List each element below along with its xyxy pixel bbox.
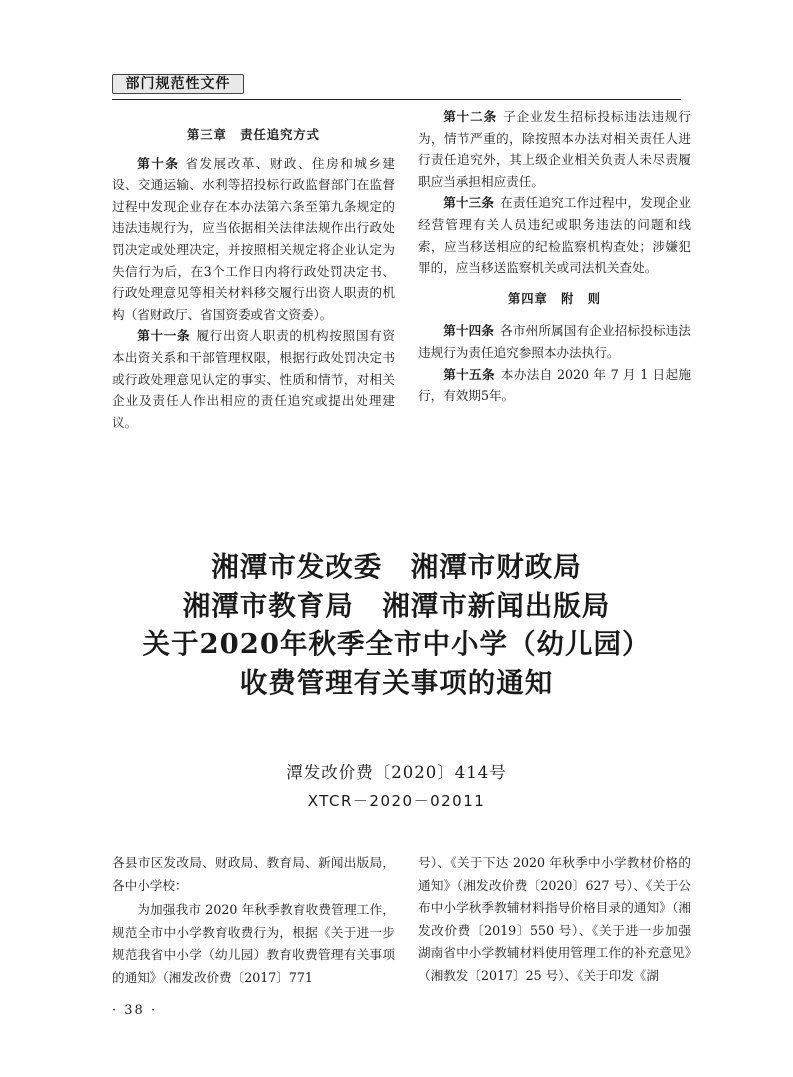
- notice-title: [60, 548, 733, 702]
- document-code: XTCR－2020－02011: [307, 792, 486, 810]
- addressee: 各县市区发改局、财政局、教育局、新闻出版局，各中小学校：: [112, 855, 395, 893]
- body-right-column: [418, 852, 691, 987]
- article-paragraph: [418, 106, 691, 192]
- body-paragraph: 为加强我市 2020 年秋季教育收费管理工作，规范全市中小学教育收费行为，根据《关于进一步规范我省中小学（幼儿园）教育收费管理有关事项的通知》（湘发改价费〔2017〕771: [112, 902, 395, 985]
- left-column: [112, 125, 395, 433]
- notice-title-line: 湘潭市发改委 湘潭市财政局: [211, 551, 582, 583]
- article-paragraph: [418, 192, 691, 278]
- article-paragraph: [418, 364, 691, 407]
- notice-title-line: 关于2020年秋季全市中小学（幼儿园）: [142, 628, 651, 660]
- chapter-title: 第三章 责任追究方式: [187, 128, 320, 142]
- article-id: 第十条: [137, 155, 180, 171]
- article-id: 第十二条: [443, 109, 498, 124]
- article-id: 第十五条: [443, 366, 495, 382]
- right-column: [418, 106, 691, 407]
- article-id: 第十一条: [137, 328, 191, 344]
- article-id: 第十四条: [443, 323, 495, 339]
- notice-title-line: 湘潭市教育局 湘潭市新闻出版局: [182, 589, 611, 622]
- chapter-title: 第四章 附 则: [507, 291, 602, 306]
- article-text: 子企业发生招标投标违法违规行为，情节严重的，除按照本办法对相关责任人进行责任追究外，其上级企业相关负责人未尽责履职应当承担相应责任。: [418, 109, 692, 189]
- body-paragraph: 号）、《关于下达 2020 年秋季中小学教材价格的通知》（湘发改价费〔2020〕627 号）、《关于公布中小学秋季教辅材料指导价格目录的通知》（湘发改价费〔2019〕550 号）、《关于进一步加强湖南省中小学教辅材料使用管理工作的补充意见》（湘教发〔2017〕25 号）、《关于印发《湖: [418, 855, 691, 983]
- article-text: 本办法自 2020 年 7 月 1 日起施行，有效期5年。: [418, 366, 691, 404]
- section-header-label: 部门规范性文件: [112, 74, 244, 94]
- page-number: · 38 ·: [112, 1003, 158, 1018]
- article-text: 各市州所属国有企业招标投标违法违规行为责任追究参照本办法执行。: [418, 323, 691, 360]
- article-paragraph: [112, 153, 395, 326]
- article-id: 第十三条: [443, 195, 495, 211]
- article-text: 在责任追究工作过程中，发现企业经营管理有关人员违纪或职务违法的问题和线索，应当移送相应的纪检监察机构查处；涉嫌犯罪的，应当移送监察机关或司法机关查处。: [418, 195, 691, 276]
- body-left-column: [112, 852, 395, 989]
- article-paragraph: [418, 320, 691, 363]
- header-rule: [112, 99, 681, 100]
- notice-title-line: 收费管理有关事项的通知: [239, 666, 554, 699]
- article-text: 省发展改革、财政、住房和城乡建设、交通运输、水利等招投标行政监督部门在监督过程中发现企业存在本办法第六条至第九条规定的违法违规行为，应当依据相关法律法规作出行政处罚决定或处理决定，并按照相关规定将企业认定为失信行为后，在3个工作日内将行政处罚决定书、行政处理意见等相关材料移交履行出资人职责的机构（省财政厅、省国资委或省文资委）。: [112, 155, 396, 322]
- article-paragraph: [112, 325, 395, 433]
- document-number: 潭发改价费〔2020〕414号: [286, 763, 507, 782]
- article-text: 履行出资人职责的机构按照国有资本出资关系和干部管理权限，根据行政处罚决定书或行政处理意见认定的事实、性质和情节，对相关企业及责任人作出相应的责任追究或提出处理建议。: [112, 328, 396, 430]
